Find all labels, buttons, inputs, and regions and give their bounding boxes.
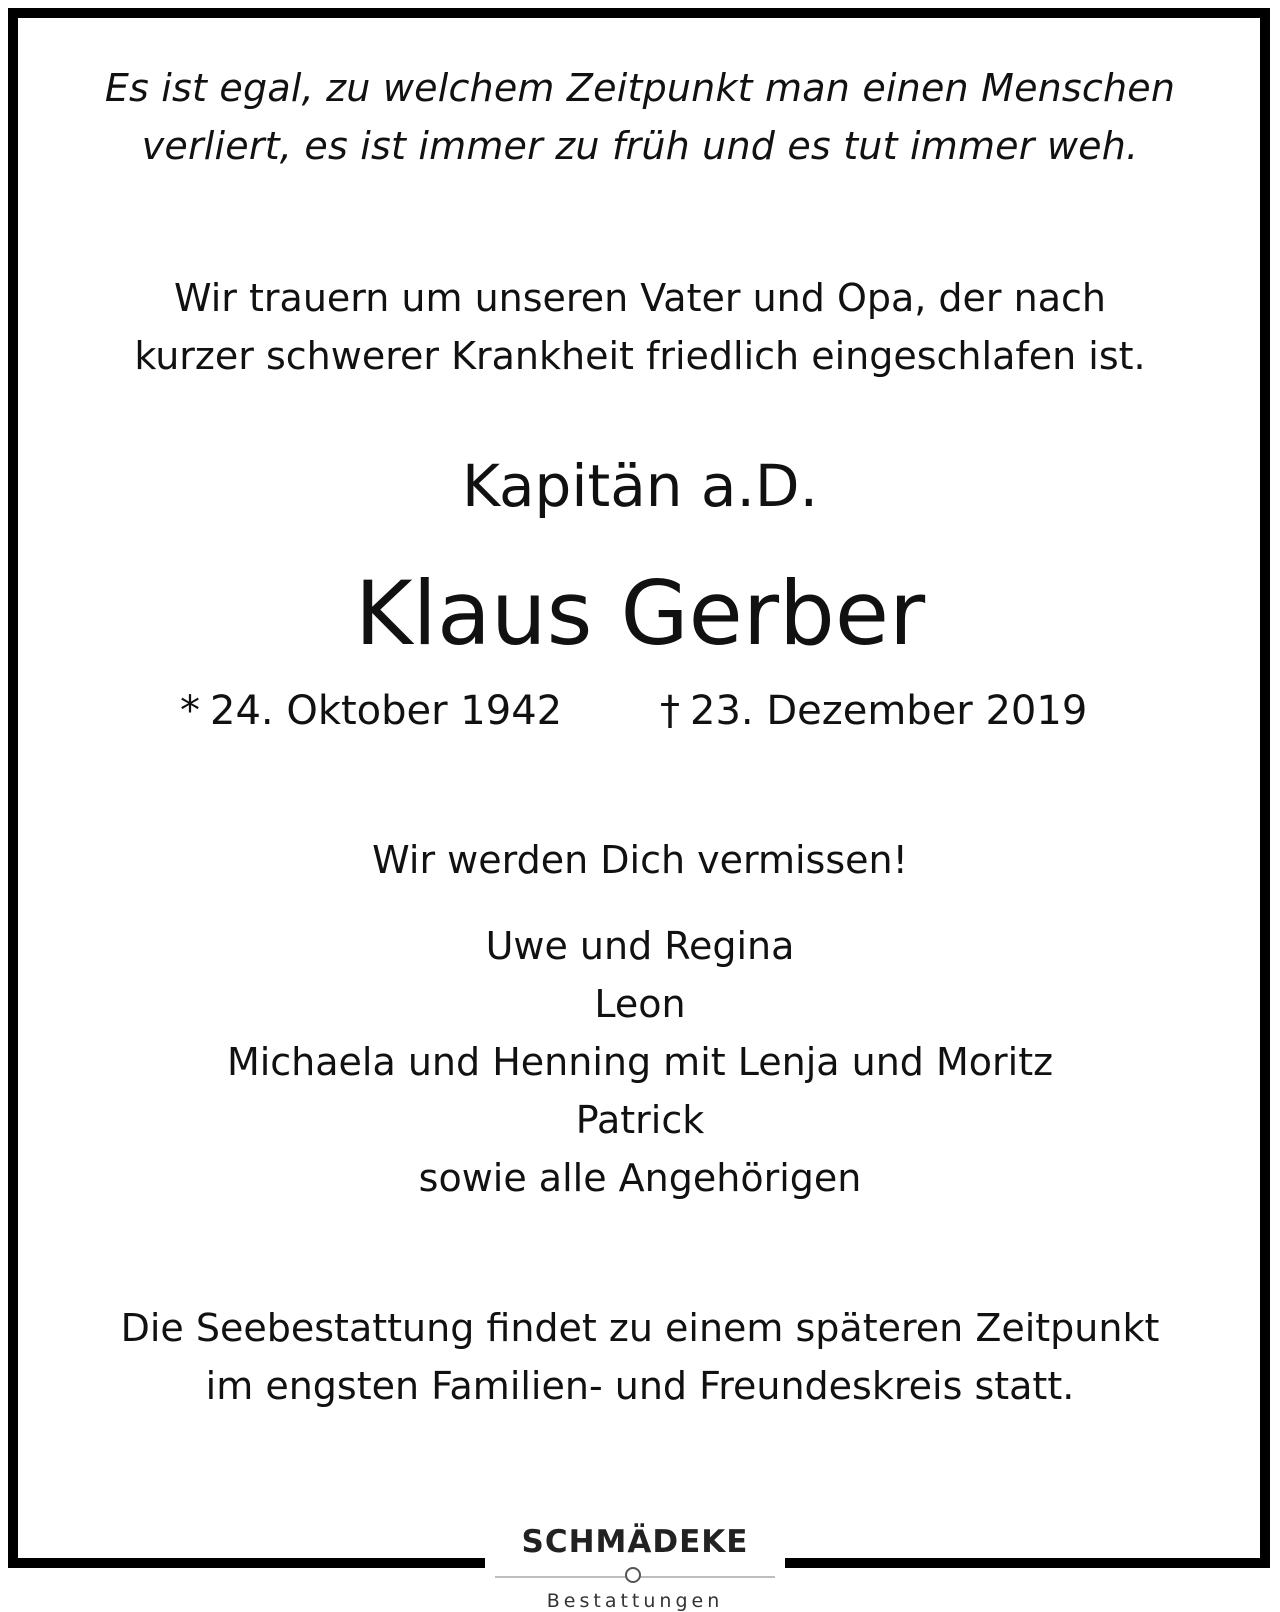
death-date bbox=[660, 688, 1087, 734]
mourner-line: Michaela und Henning mit Lenja und Moritz bbox=[226, 1040, 1054, 1084]
intro-line-2: kurzer schwerer Krankheit friedlich eingeschlafen ist. bbox=[134, 334, 1146, 378]
burial-notice-line-1: Die Seebestattung findet zu einem späteren Zeitpunkt bbox=[120, 1306, 1160, 1350]
mourner-line: sowie alle Angehörigen bbox=[418, 1156, 862, 1200]
deceased-title: Kapitän a.D. bbox=[461, 452, 819, 520]
mourner-line: Leon bbox=[594, 982, 686, 1026]
farewell-text: Wir werden Dich vermissen! bbox=[372, 838, 908, 882]
death-date-text: 23. Dezember 2019 bbox=[690, 688, 1088, 734]
death-symbol: † bbox=[660, 688, 680, 734]
burial-notice-line-2: im engsten Familien- und Freundeskreis statt. bbox=[205, 1364, 1075, 1408]
logo-name: SCHMÄDEKE bbox=[521, 1524, 749, 1560]
quote-line-2: verliert, es ist immer zu früh und es tut immer weh. bbox=[141, 124, 1139, 168]
mourner-line: Patrick bbox=[575, 1098, 705, 1142]
deceased-name: Klaus Gerber bbox=[354, 562, 926, 665]
birth-symbol: * bbox=[180, 688, 200, 734]
funeral-home-logo bbox=[485, 1514, 785, 1610]
ring-icon bbox=[625, 1567, 641, 1583]
birth-date bbox=[180, 688, 562, 734]
mourner-line: Uwe und Regina bbox=[485, 924, 795, 968]
life-dates bbox=[0, 688, 1280, 738]
intro-line-1: Wir trauern um unseren Vater und Opa, der nach bbox=[174, 276, 1106, 320]
birth-date-text: 24. Oktober 1942 bbox=[210, 688, 563, 734]
logo-subtitle: Bestattungen bbox=[546, 1590, 724, 1612]
quote-line-1: Es ist egal, zu welchem Zeitpunkt man einen Menschen bbox=[104, 66, 1176, 110]
